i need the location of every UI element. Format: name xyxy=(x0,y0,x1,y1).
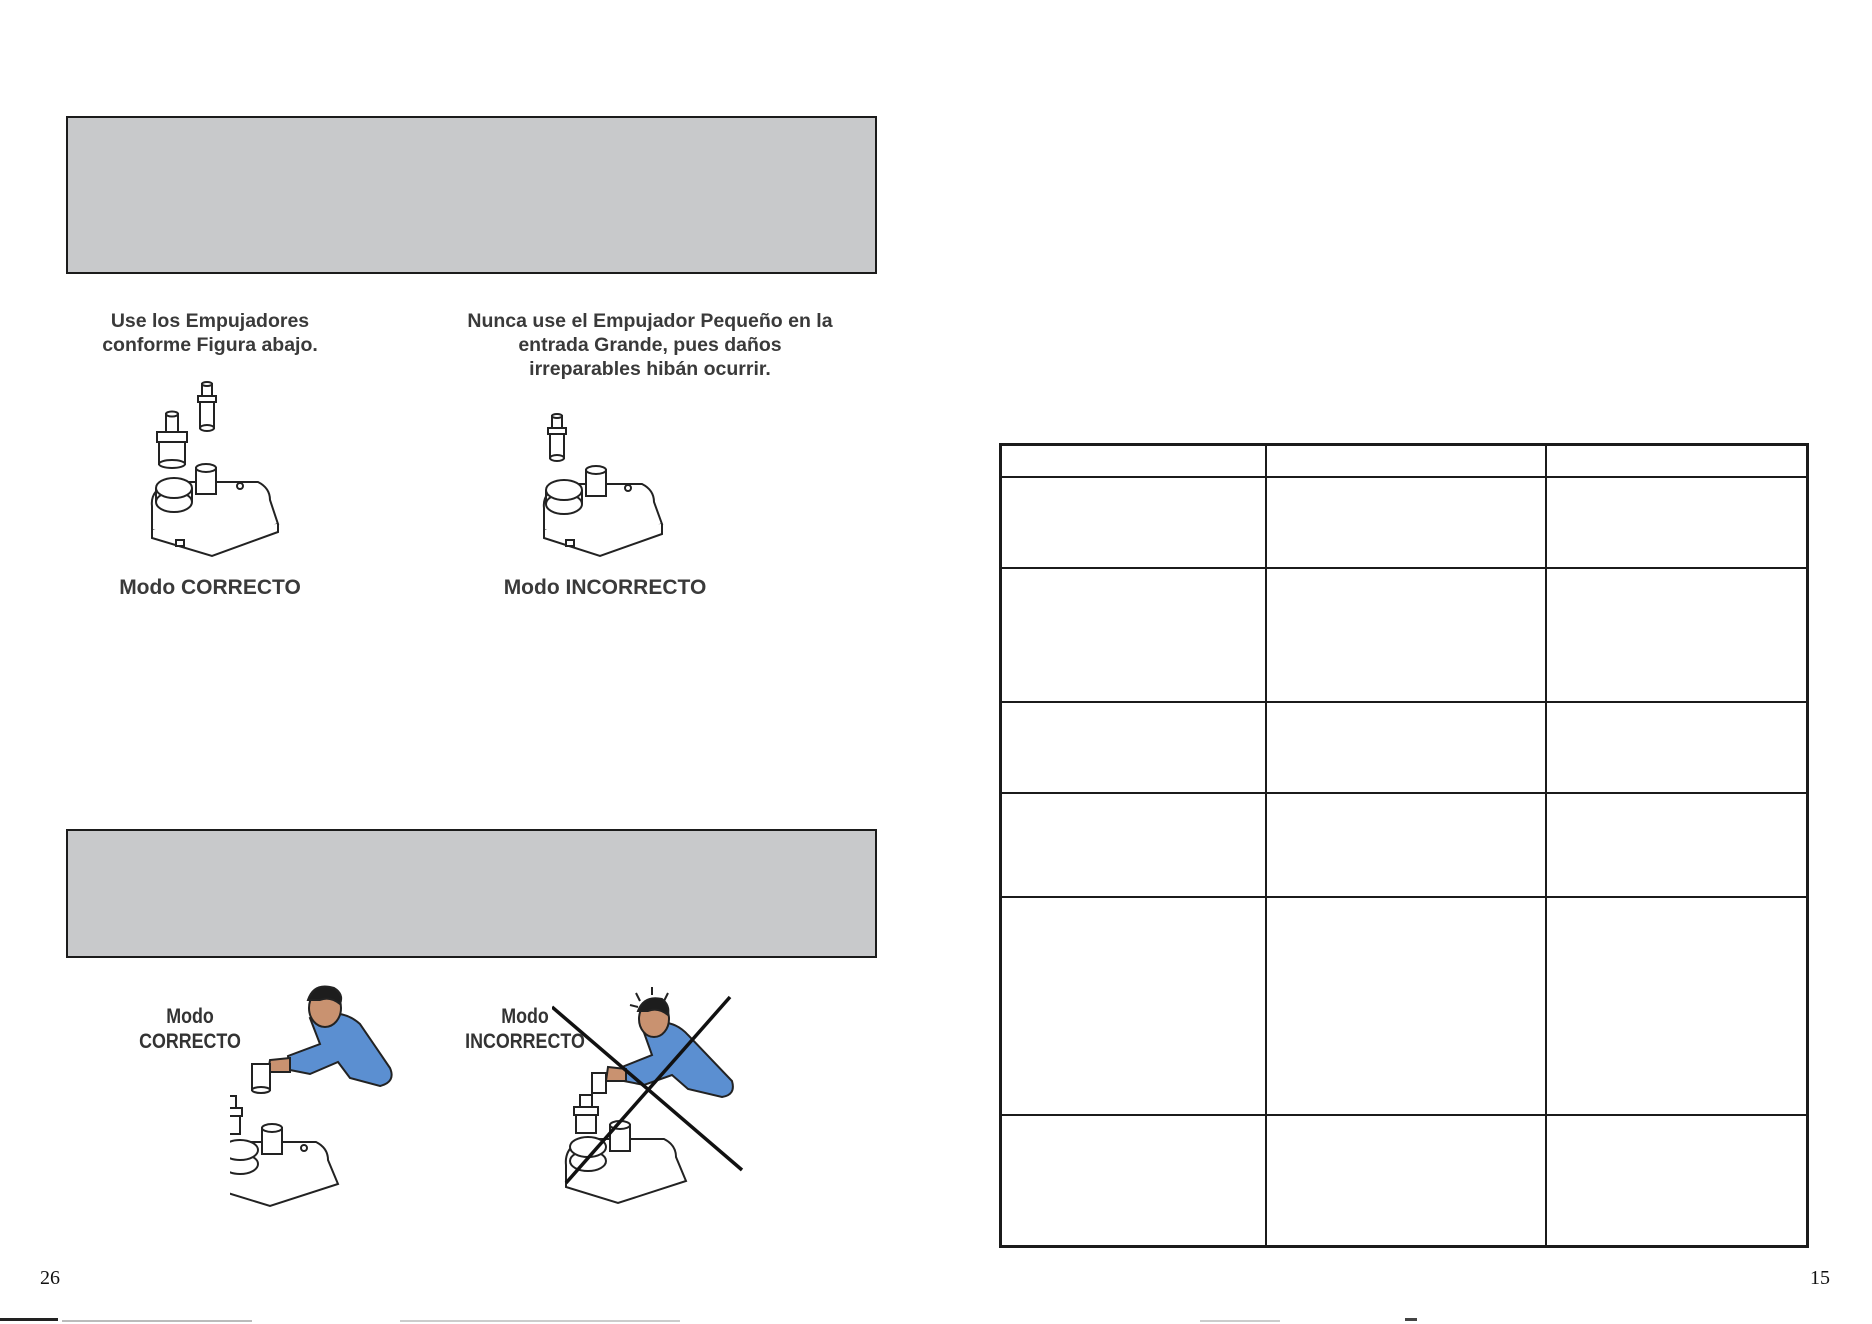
instruction-banner-top xyxy=(66,116,877,274)
scan-artifact-strip xyxy=(0,1318,1872,1324)
table-cell xyxy=(1001,897,1266,1115)
label-line-2: INCORRECTO xyxy=(465,1030,585,1053)
table-cell xyxy=(1266,477,1546,568)
table-row xyxy=(1001,793,1808,897)
table-row xyxy=(1001,568,1808,702)
label-line-1: Modo xyxy=(166,1005,214,1028)
table-cell xyxy=(1546,445,1808,477)
table-cell xyxy=(1266,1115,1546,1247)
caption-never-small-pusher: Nunca use el Empujador Pequeño en la entrada Grande, pues daños irreparables hibán ocurrir. xyxy=(467,310,833,380)
table-row xyxy=(1001,1115,1808,1247)
table-cell xyxy=(1266,793,1546,897)
label-incorrect-mode: Modo INCORRECTO xyxy=(503,576,707,599)
page-number-right: 15 xyxy=(1810,1267,1830,1289)
caption-use-pushers: Use los Empujadores conforme Figura abajo. xyxy=(102,310,318,356)
table-header-row xyxy=(1001,445,1808,477)
table-cell xyxy=(1266,702,1546,793)
table-cell xyxy=(1001,477,1266,568)
table-cell xyxy=(1266,445,1546,477)
instruction-banner-bottom xyxy=(66,829,877,958)
table-cell xyxy=(1546,477,1808,568)
man-using-pusher-incorrect-illustration xyxy=(552,985,752,1210)
table-cell xyxy=(1001,793,1266,897)
table-cell xyxy=(1001,1115,1266,1247)
table-cell xyxy=(1546,1115,1808,1247)
man-using-pusher-correct-illustration xyxy=(230,978,400,1208)
table-cell xyxy=(1266,897,1546,1115)
table-cell xyxy=(1266,568,1546,702)
table-row xyxy=(1001,702,1808,793)
table-row xyxy=(1001,897,1808,1115)
table-cell xyxy=(1001,702,1266,793)
table-cell xyxy=(1001,568,1266,702)
table-cell xyxy=(1546,793,1808,897)
food-processor-incorrect-illustration xyxy=(530,412,675,562)
table-cell xyxy=(1546,897,1808,1115)
label-line-2: CORRECTO xyxy=(139,1030,241,1053)
table-cell xyxy=(1546,702,1808,793)
food-processor-correct-illustration xyxy=(140,378,280,563)
table-row xyxy=(1001,477,1808,568)
table-cell xyxy=(1546,568,1808,702)
table-cell xyxy=(1001,445,1266,477)
label-line-1: Modo xyxy=(501,1005,549,1028)
page-number-left: 26 xyxy=(40,1267,60,1289)
label-correct-mode: Modo CORRECTO xyxy=(119,576,301,599)
troubleshooting-table xyxy=(999,443,1809,1248)
